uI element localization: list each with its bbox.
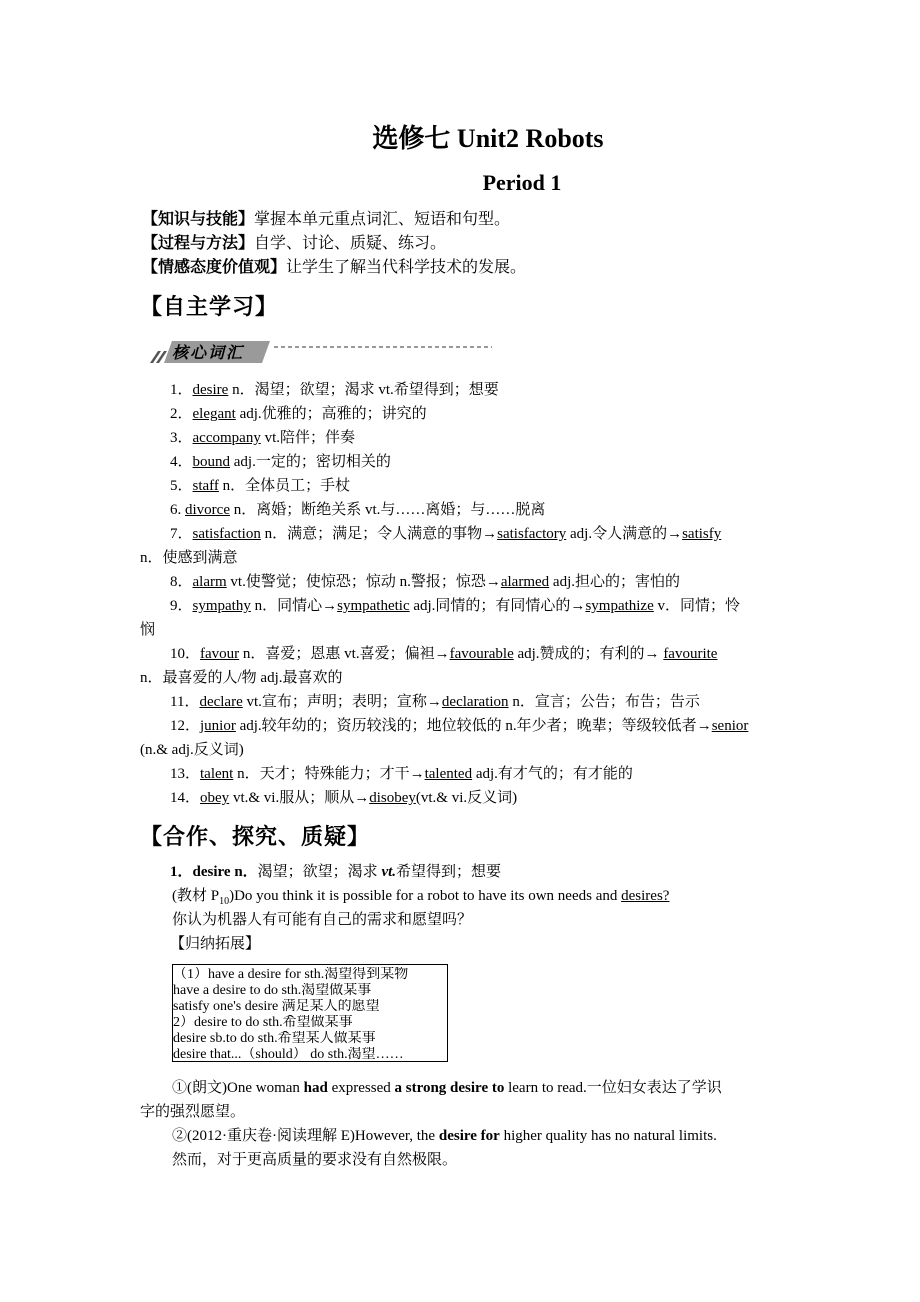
objective-process	[142, 232, 446, 256]
vocab-derived-word: sympathize	[585, 598, 654, 614]
list-item-continued: 悯	[140, 622, 156, 638]
vocab-list	[140, 378, 782, 810]
item-number: 9．	[170, 598, 193, 614]
vocab-word: desire n．	[192, 864, 258, 880]
vocab-definition: n．宣言；公告；布告；告示	[508, 694, 700, 710]
section-self-study: 【自主学习】	[140, 294, 279, 319]
list-item-continued: (n.& adj.反义词)	[140, 742, 244, 758]
item-number: 12．	[170, 718, 201, 734]
item-number: 3．	[170, 430, 193, 446]
item-number: 1．	[170, 864, 193, 880]
list-item-continued: n．最喜爱的人/物 adj.最喜欢的	[140, 670, 343, 686]
objective-label: 【知识与技能】	[142, 211, 255, 228]
list-item	[140, 450, 782, 474]
list-item	[140, 474, 782, 498]
vocab-derived-word: sympathetic	[337, 598, 410, 614]
objective-text: 让学生了解当代科学技术的发展。	[286, 259, 527, 276]
item-number: 4．	[170, 454, 193, 470]
vocab-definition: vt.宣布；声明；表明；宣称→	[242, 694, 442, 710]
vocab-definition: adj.优雅的；高雅的；讲究的	[235, 406, 427, 422]
vocab-derived-word: alarmed	[500, 574, 550, 590]
vocab-definition: v．同情；怜	[653, 598, 741, 614]
example-text: ①(朗文)One woman	[172, 1080, 304, 1096]
item-number: 14．	[170, 790, 201, 806]
example-2	[140, 1124, 782, 1148]
item-number: 10．	[170, 646, 201, 662]
detail-heading	[140, 860, 782, 884]
list-item	[140, 762, 782, 786]
item-number: 7．	[170, 526, 193, 542]
example-text: ②(2012·重庆卷·阅读理解 E)However, the	[172, 1128, 439, 1144]
vocab-definition: n．喜爱；恩惠 vt.喜爱；偏袒→	[239, 646, 450, 662]
example-text: expressed	[327, 1080, 395, 1096]
vocab-definition: adj.一定的；密切相关的	[230, 454, 391, 470]
example-keyword: had	[303, 1080, 328, 1096]
section-cooperate: 【合作、探究、质疑】	[140, 824, 371, 849]
vocab-word: junior	[200, 718, 236, 734]
vocab-derived-word: favourite	[663, 646, 718, 662]
box-line: 2）desire to do sth.希望做某事	[173, 1015, 353, 1030]
list-item	[140, 378, 782, 402]
objective-text: 自学、讨论、质疑、练习。	[254, 235, 447, 252]
vocab-derived-word: satisfy	[682, 526, 722, 542]
source-sentence	[140, 884, 782, 908]
vocab-word: talent	[200, 766, 234, 782]
box-line: desire that...（should） do sth.渴望……	[173, 1047, 404, 1062]
item-number: 8．	[170, 574, 193, 590]
vocab-definition: n．渴望；欲望；渴求 vt.希望得到；想要	[228, 382, 499, 398]
list-item	[140, 786, 782, 810]
list-item	[140, 498, 782, 522]
vocab-definition: 渴望；欲望；渴求	[257, 864, 382, 880]
vocab-definition: n．天才；特殊能力；才干→	[233, 766, 425, 782]
vocab-definition: n．离婚；断绝关系 vt.与……离婚；与……脱离	[229, 502, 546, 518]
box-line: （1）have a desire for sth.渴望得到某物	[173, 967, 409, 982]
list-item	[140, 642, 782, 666]
core-vocab-label: 核心词汇	[172, 345, 245, 362]
objective-text: 掌握本单元重点词汇、短语和句型。	[254, 211, 511, 228]
example-1	[140, 1076, 782, 1100]
vocab-derived-word: satisfactory	[497, 526, 567, 542]
vocab-word: sympathy	[192, 598, 251, 614]
example-2-translation: 然而，对于更高质量的要求没有自然极限。	[172, 1152, 458, 1168]
vocab-definition: (vt.& vi.反义词)	[415, 790, 518, 806]
objective-knowledge	[142, 208, 510, 232]
vocab-word: elegant	[192, 406, 236, 422]
vocab-word: accompany	[192, 430, 261, 446]
vocab-definition: n．全体员工；手杖	[218, 478, 351, 494]
list-item	[140, 690, 782, 714]
vocab-derived-word: senior	[711, 718, 749, 734]
list-item	[140, 570, 782, 594]
expansion-box	[172, 964, 448, 1062]
vocab-derived-word: declaration	[441, 694, 509, 710]
item-number: 1．	[170, 382, 193, 398]
objective-label: 【情感态度价值观】	[142, 259, 287, 276]
page-subtitle: Period 1	[482, 170, 562, 195]
list-item	[140, 426, 782, 450]
list-item	[140, 714, 782, 738]
part-of-speech: vt.	[381, 864, 397, 880]
example-text: learn to read.一位妇女表达了学识	[504, 1080, 722, 1096]
vocab-definition: adj.令人满意的→	[566, 526, 683, 542]
list-item	[140, 594, 782, 618]
objective-attitude	[142, 256, 526, 280]
page-subscript: 10	[219, 896, 230, 907]
vocab-definition: n．同情心→	[250, 598, 338, 614]
vocab-word: bound	[192, 454, 231, 470]
item-number: 5．	[170, 478, 193, 494]
vocab-definition: adj.较年幼的；资历较浅的；地位较低的 n.年少者；晚辈；等级较低者→	[235, 718, 712, 734]
vocab-definition: n．满意；满足；令人满意的事物→	[260, 526, 498, 542]
vocab-word: obey	[200, 790, 230, 806]
vocab-word: satisfaction	[192, 526, 261, 542]
vocab-word: divorce	[185, 502, 230, 518]
list-item-continued: n．使感到满意	[140, 550, 238, 566]
box-line: have a desire to do sth.渴望做某事	[173, 983, 372, 998]
translation: 你认为机器人有可能有自己的需求和愿望吗？	[172, 912, 473, 928]
vocab-definition: vt.& vi.服从；顺从→	[229, 790, 370, 806]
vocab-definition: adj.赞成的；有利的→	[513, 646, 664, 662]
examples	[140, 1076, 782, 1172]
vocab-derived-word: favourable	[449, 646, 514, 662]
item-number: 13．	[170, 766, 201, 782]
item-number: 11．	[170, 694, 200, 710]
vocab-derived-word: talented	[424, 766, 473, 782]
item-number: 6.	[170, 502, 185, 518]
example-1-continued: 字的强烈愿望。	[140, 1104, 246, 1120]
vocab-word: staff	[192, 478, 219, 494]
vocab-word: declare	[199, 694, 243, 710]
list-item	[140, 402, 782, 426]
vocab-definition: adj.担心的；害怕的	[549, 574, 680, 590]
box-line: satisfy one's desire 满足某人的愿望	[173, 999, 380, 1014]
detail-section	[140, 860, 782, 956]
vocab-word: favour	[200, 646, 240, 662]
vocab-word: desire	[192, 382, 229, 398]
box-line: desire sb.to do sth.希望某人做某事	[173, 1031, 376, 1046]
item-number: 2．	[170, 406, 193, 422]
expand-label: 【归纳拓展】	[170, 936, 261, 952]
vocab-word: alarm	[192, 574, 227, 590]
vocab-definition: adj.有才气的；有才能的	[472, 766, 633, 782]
vocab-definition: adj.同情的；有同情心的→	[409, 598, 586, 614]
source-prefix: (教材 P	[172, 888, 220, 904]
vocab-derived-word: disobey	[369, 790, 416, 806]
vocab-definition: vt.使警觉；使惊恐；惊动 n.警报；惊恐→	[226, 574, 501, 590]
vocab-definition: vt.陪伴；伴奏	[260, 430, 355, 446]
page-title: 选修七 Unit2 Robots	[372, 124, 604, 153]
source-keyword: desires?	[621, 888, 670, 904]
objective-label: 【过程与方法】	[142, 235, 255, 252]
source-text: )Do you think it is possible for a robot to have its own needs and	[229, 888, 622, 904]
list-item	[140, 522, 782, 546]
example-keyword: desire for	[438, 1128, 500, 1144]
example-keyword: a strong desire to	[394, 1080, 505, 1096]
vocab-definition: 希望得到；想要	[396, 864, 502, 880]
example-text: higher quality has no natural limits.	[499, 1128, 717, 1144]
